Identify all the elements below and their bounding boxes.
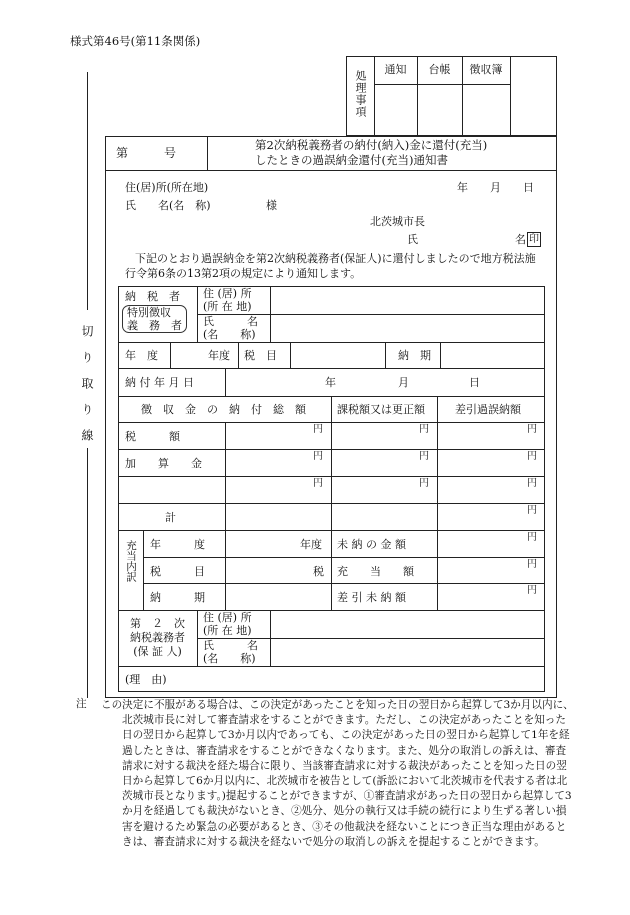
reason-label: (理 由) [125, 673, 167, 686]
body-text: 下記のとおり過誤納金を第2次納税義務者(保証人)に還付しましたので地方税法施行令第6条の13第2項の規定により通知します。 [125, 252, 536, 280]
taxpayer-label-1: 納 税 者 [125, 290, 180, 303]
row-additional: 加 算 金 [125, 457, 202, 470]
mayor-label: 北茨城市長 [370, 215, 425, 228]
col-refund-header: 差引過誤納額 [455, 403, 521, 416]
appr-tax-suffix: 税 [313, 565, 324, 578]
payment-year: 年 [325, 376, 336, 389]
yen-mark: 円 [527, 559, 537, 570]
secondary-address-1: 住 (居) 所 [203, 611, 252, 624]
year-label: 年 度 [125, 349, 158, 362]
yen-mark: 円 [419, 451, 429, 462]
payment-day: 日 [469, 376, 480, 389]
appr-remaining: 差 引 未 納 額 [337, 591, 406, 604]
appr-tax-item: 税 目 [150, 565, 205, 578]
processing-col-collection: 徴収簿 [469, 63, 503, 76]
col-total-header: 徴 収 金 の 納 付 総 額 [141, 403, 306, 416]
title-line2: したときの過誤納金還付(充当)通知書 [255, 153, 448, 167]
processing-col-ledger: 台帳 [428, 63, 451, 76]
note-label: 注 [76, 698, 87, 710]
processing-col-notice: 通知 [384, 63, 407, 76]
yen-mark: 円 [527, 451, 537, 462]
tax-item-label: 税 目 [244, 349, 277, 362]
taxpayer-address-2: (所 在 地) [203, 300, 252, 313]
name-label: 氏 名(名 称) [125, 199, 211, 212]
mayor-shi: 氏 [407, 233, 418, 246]
appr-unpaid: 未 納 の 金 額 [337, 538, 406, 551]
form-number: 様式第46号(第11条関係) [70, 34, 201, 48]
row-tax-amount: 税 額 [125, 430, 180, 443]
cut-line-top [87, 72, 88, 310]
fiscal-year-label: 年度 [208, 349, 230, 362]
secondary-address-2: (所 在 地) [203, 624, 252, 637]
payment-month: 月 [398, 376, 409, 389]
appr-period: 納 期 [150, 591, 205, 604]
secondary-name-2: (名 称) [203, 652, 256, 665]
secondary-name-1: 氏 名 [203, 639, 258, 652]
appr-year: 年 度 [150, 538, 205, 551]
yen-mark: 円 [313, 424, 323, 435]
secondary-label-1: 第 ２ 次 [130, 617, 185, 630]
yen-mark: 円 [527, 585, 537, 596]
appr-appropriated: 充 当 額 [337, 565, 414, 578]
yen-mark: 円 [313, 478, 323, 489]
yen-mark: 円 [527, 478, 537, 489]
date-label: 年 月 日 [457, 181, 534, 194]
secondary-label-3: (保 証 人) [133, 645, 182, 658]
yen-mark: 円 [527, 532, 537, 543]
number-label: 第 号 [116, 146, 177, 160]
cut-line-bottom [87, 448, 88, 698]
secondary-label-2: 納税義務者 [130, 631, 185, 644]
taxpayer-name-1: 氏 名 [203, 315, 258, 328]
yen-mark: 円 [527, 424, 537, 435]
sama-label: 様 [266, 199, 277, 212]
yen-mark: 円 [419, 478, 429, 489]
special-collector-badge [122, 305, 187, 333]
taxpayer-label-3: 義 務 者 [127, 319, 182, 333]
taxpayer-name-2: (名 称) [203, 328, 256, 341]
note-text: この決定に不服がある場合は、この決定があったことを知った日の翌日から起算して3か月以内に、北茨城市長に対して審査請求をすることができます。ただし、この決定があったことを知った日の翌日から起算して3か月以内であっても、この決定があった日の翌日から起算して1年を経過したときは、審査請求をすることができなくなります。また、処分の取消しの訴えは、審査請求に対する裁決を経た場合に限り、当該審査請求に対する裁決があったことを知った日の翌日から起算して6か月以内に、北茨城市を被告として(訴訟において北茨城市を代表する者は北茨城市長となります。)提起することができますが、①審査請求があった日の翌日から起算して3か月を経過しても裁決がないとき、②処分、処分の執行又は手続の続行により生ずる著しい損害を避けるため緊急の必要があるとき、③その他裁決を経ないことにつき正当な理由があるときは、審査請求に対する裁決を経ないで処分の取消しの訴えを提起することができます。 [101, 699, 574, 848]
cut-line-label: 切り取り線 [80, 325, 94, 455]
appr-year-suffix: 年度 [300, 538, 322, 551]
col-change-header: 課税額又は更正額 [337, 403, 425, 416]
seal-mark: 印 [529, 234, 539, 245]
row-total: 計 [165, 511, 176, 524]
taxpayer-address-1: 住 (居) 所 [203, 287, 252, 300]
yen-mark: 円 [313, 451, 323, 462]
processing-label: 処理事項 [354, 70, 367, 118]
taxpayer-label-2: 特別徴収 [127, 306, 171, 319]
yen-mark: 円 [527, 505, 537, 516]
payment-date-label: 納 付 年 月 日 [125, 376, 194, 389]
appropriation-label: 充当内訳 [125, 540, 137, 582]
mayor-mei: 名 [515, 233, 526, 246]
period-label: 納 期 [398, 349, 431, 362]
yen-mark: 円 [419, 424, 429, 435]
address-label: 住(居)所(所在地) [125, 181, 209, 194]
title-line1: 第2次納税義務者の納付(納入)金に還付(充当) [255, 138, 488, 152]
